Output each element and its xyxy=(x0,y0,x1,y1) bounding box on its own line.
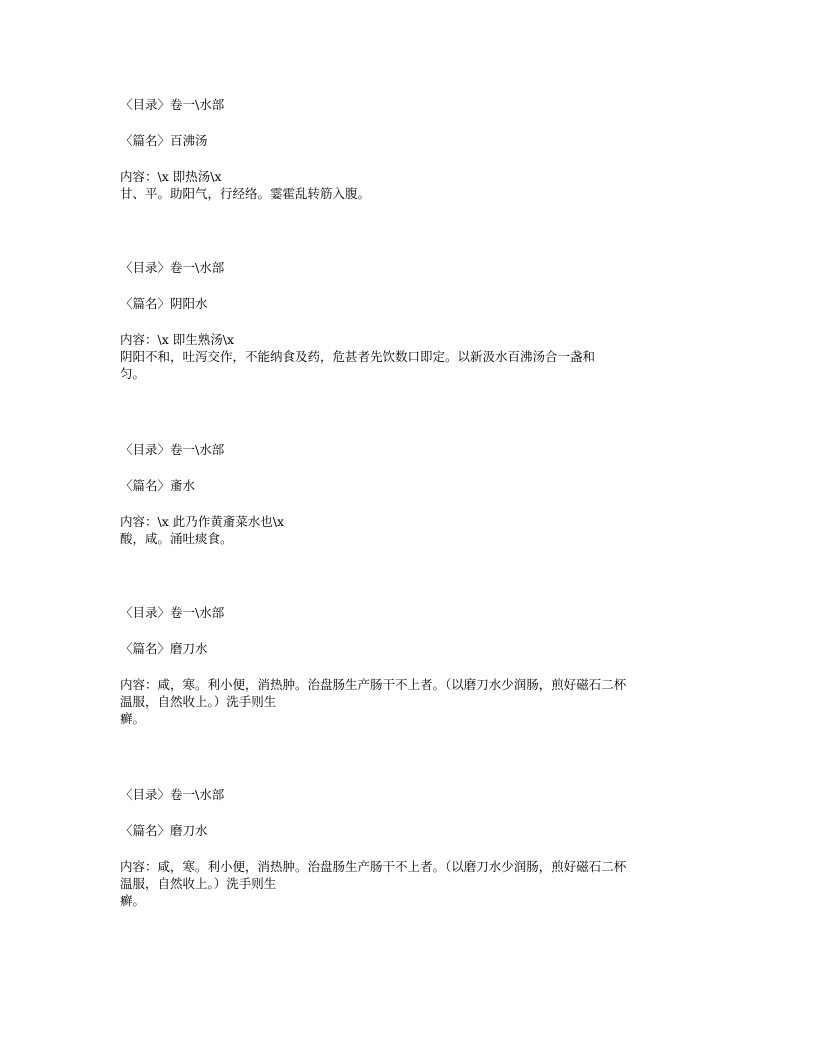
content-line: 温服，自然收上。）洗手则生 xyxy=(120,876,277,891)
content-line: 温服，自然收上。）洗手则生 xyxy=(120,694,277,709)
content-line: 内容：咸，寒。利小便，消热肿。治盘肠生产肠干不上者。（以磨刀水少润肠，煎好磁石二杯 xyxy=(120,859,627,874)
content-block xyxy=(120,331,700,382)
content-line: 癣。 xyxy=(120,711,146,726)
content-block xyxy=(120,168,700,202)
catalog-line: 〈目录〉卷一\水部 xyxy=(120,260,225,275)
title-line: 〈篇名〉阴阳水 xyxy=(120,296,208,311)
content-block xyxy=(120,676,700,727)
content-line: 癣。 xyxy=(120,893,146,908)
title-line: 〈篇名〉磨刀水 xyxy=(120,823,208,838)
content-line: 匀。 xyxy=(120,366,146,381)
content-line: 阴阳不和，吐泻交作，不能纳食及药，危甚者先饮数口即定。以新汲水百沸汤合一盏和 xyxy=(120,349,596,364)
content-line: 内容：\x 即热汤\x xyxy=(120,169,222,184)
content-block xyxy=(120,858,700,909)
catalog-line: 〈目录〉卷一\水部 xyxy=(120,97,225,112)
catalog-line: 〈目录〉卷一\水部 xyxy=(120,787,225,802)
catalog-line: 〈目录〉卷一\水部 xyxy=(120,605,225,620)
catalog-line: 〈目录〉卷一\水部 xyxy=(120,442,225,457)
content-line: 内容：\x 此乃作黄齑菜水也\x xyxy=(120,514,284,529)
title-line: 〈篇名〉磨刀水 xyxy=(120,641,208,656)
content-line: 内容：\x 即生熟汤\x xyxy=(120,332,234,347)
title-line: 〈篇名〉齑水 xyxy=(120,478,196,493)
content-block xyxy=(120,513,700,547)
content-line: 甘、平。助阳气，行经络。霎霍乱转筋入腹。 xyxy=(120,186,371,201)
content-line: 内容：咸，寒。利小便，消热肿。治盘肠生产肠干不上者。（以磨刀水少润肠，煎好磁石二杯 xyxy=(120,677,627,692)
content-line: 酸，咸。涌吐痰食。 xyxy=(120,531,233,546)
title-line: 〈篇名〉百沸汤 xyxy=(120,133,208,148)
